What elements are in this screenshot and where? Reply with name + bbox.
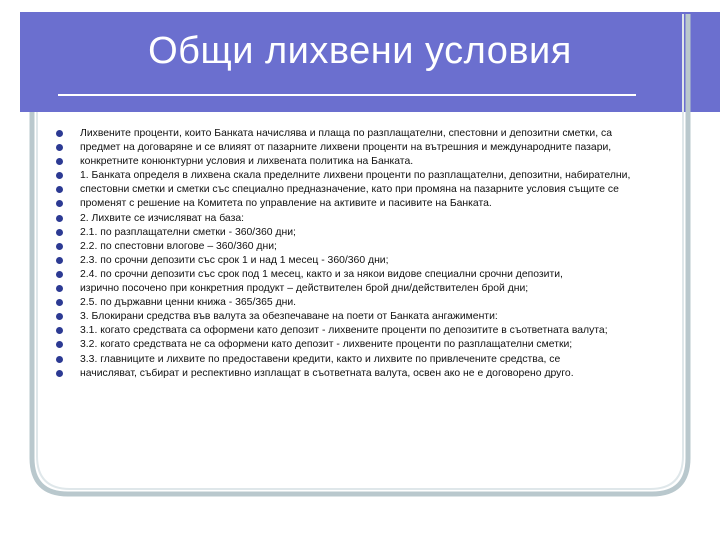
bullet-item <box>56 184 666 195</box>
bullet-text: 1. Банката определя в лихвена скала пределните лихвени проценти по разплащателни, депозитни, набирателни, <box>80 170 631 182</box>
bullet-item <box>56 297 666 308</box>
bullet-dot-icon <box>56 186 63 193</box>
bullet-dot-icon <box>56 200 63 207</box>
bullet-dot-icon <box>56 158 63 165</box>
bullet-dot-icon <box>56 229 63 236</box>
bullet-item <box>56 156 666 167</box>
bullet-item <box>56 354 666 365</box>
bullet-text: 3.2. когато средствата не са оформени като депозит - лихвените проценти по разплащателни сметки; <box>80 339 573 351</box>
bullet-item <box>56 269 666 280</box>
bullet-item <box>56 142 666 153</box>
bullet-dot-icon <box>56 285 63 292</box>
bullet-item <box>56 325 666 336</box>
bullet-text: 3.3. главниците и лихвите по предоставени кредити, както и лихвите по привлечените средства, се <box>80 353 561 365</box>
bullet-text: 2. Лихвите се изчисляват на база: <box>80 212 244 224</box>
bullet-dot-icon <box>56 356 63 363</box>
bullet-text: начисляват, събират и респективно изплащат в съответната валута, освен ако не е договорено друго. <box>80 367 574 379</box>
bullet-item <box>56 255 666 266</box>
slide-title: Общи лихвени условия <box>148 30 572 72</box>
bullet-dot-icon <box>56 271 63 278</box>
bullet-text: 3.1. когато средствата са оформени като депозит - лихвените проценти по депозитите в съответната валута; <box>80 325 608 337</box>
bullet-list <box>56 128 666 382</box>
bullet-dot-icon <box>56 257 63 264</box>
bullet-dot-icon <box>56 243 63 250</box>
bullet-item <box>56 241 666 252</box>
bullet-text: 2.2. по спестовни влогове – 360/360 дни; <box>80 240 277 252</box>
bullet-item <box>56 368 666 379</box>
bullet-dot-icon <box>56 313 63 320</box>
bullet-dot-icon <box>56 144 63 151</box>
bullet-text: предмет на договаряне и се влияят от пазарните лихвени проценти на вътрешния и международните пазари, <box>80 142 612 154</box>
bullet-item <box>56 283 666 294</box>
bullet-text: 2.5. по държавни ценни книжа - 365/365 дни. <box>80 297 297 309</box>
bullet-item <box>56 213 666 224</box>
bullet-dot-icon <box>56 215 63 222</box>
bullet-item <box>56 128 666 139</box>
title-underline <box>58 94 636 96</box>
bullet-text: Лихвените проценти, които Банката начислява и плаща по разплащателни, спестовни и депозитни сметки, са <box>80 128 612 139</box>
bullet-text: променят с решение на Комитета по управление на активите и пасивите на Банката. <box>80 198 492 210</box>
bullet-item <box>56 311 666 322</box>
bullet-dot-icon <box>56 341 63 348</box>
bullet-text: конкретните конюнктурни условия и лихвената политика на Банката. <box>80 156 414 168</box>
bullet-text: 2.3. по срочни депозити със срок 1 и над 1 месец - 360/360 дни; <box>80 254 389 266</box>
bullet-text: спестовни сметки и сметки със специално предназначение, като при промяна на пазарните условия същите се <box>80 184 619 196</box>
bullet-dot-icon <box>56 172 63 179</box>
bullet-dot-icon <box>56 130 63 137</box>
bullet-text: 2.1. по разплащателни сметки - 360/360 дни; <box>80 226 296 238</box>
bullet-dot-icon <box>56 299 63 306</box>
bullet-dot-icon <box>56 327 63 334</box>
bullet-dot-icon <box>56 370 63 377</box>
bullet-item <box>56 339 666 350</box>
bullet-item <box>56 198 666 209</box>
bullet-item <box>56 227 666 238</box>
bullet-text: изрично посочено при конкретния продукт – действителен брой дни/действителен брой дни; <box>80 283 529 295</box>
bullet-text: 2.4. по срочни депозити със срок под 1 месец, както и за някои видове специални срочни депозити, <box>80 268 563 280</box>
bullet-item <box>56 170 666 181</box>
bullet-text: 3. Блокирани средства във валута за обезпечаване на поети от Банката ангажименти: <box>80 311 498 323</box>
